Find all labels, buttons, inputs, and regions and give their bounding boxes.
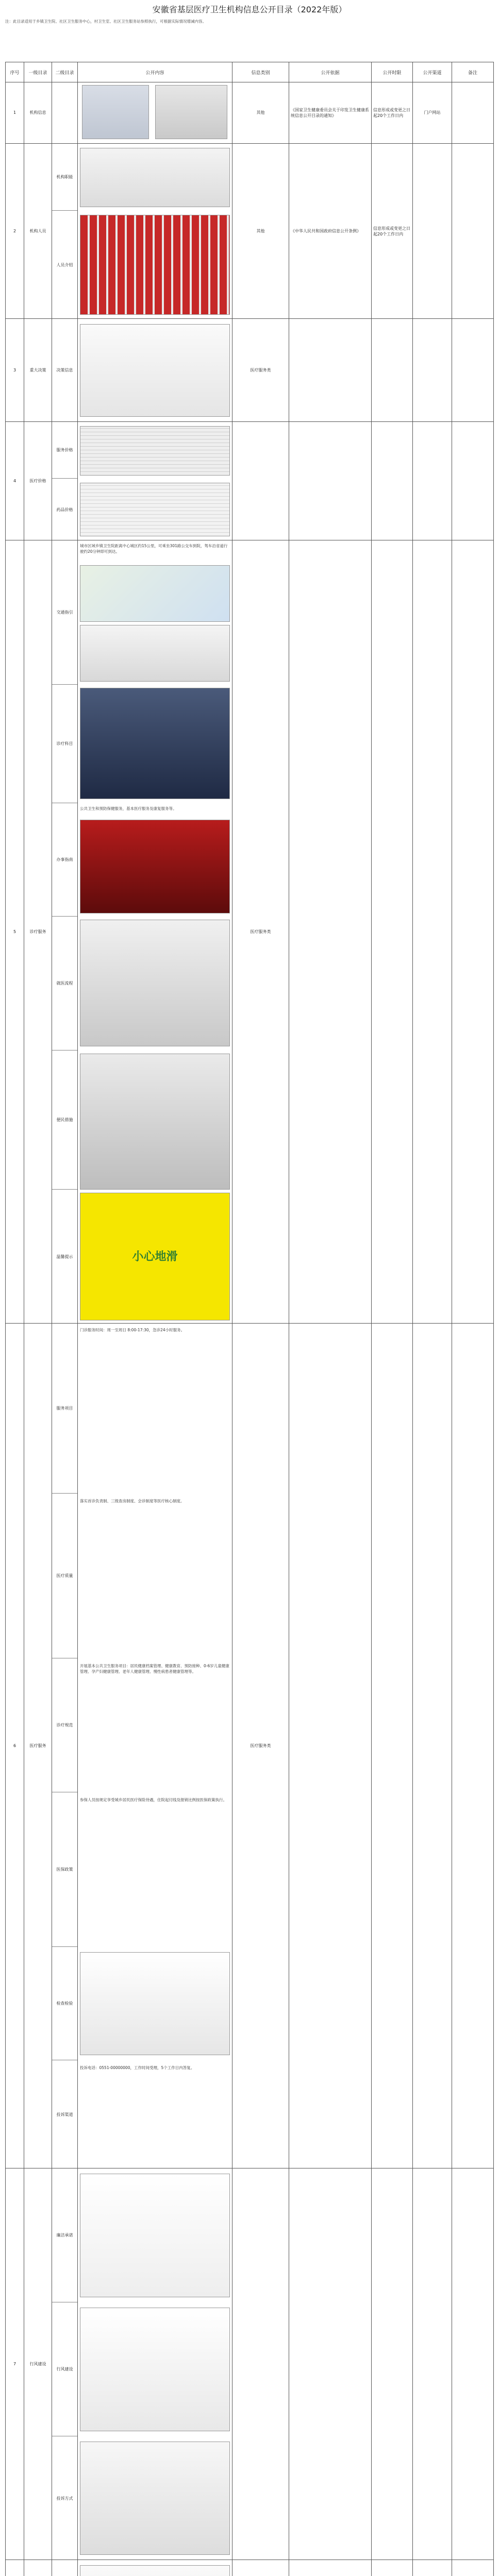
col-basis: 公开依据 bbox=[289, 62, 372, 82]
col-remark: 备注 bbox=[468, 70, 477, 76]
map bbox=[80, 565, 230, 622]
table-row: 7 行风建设 廉洁承诺 行风建设 投诉方式 bbox=[6, 2168, 493, 2560]
photo bbox=[80, 2174, 230, 2297]
photo bbox=[155, 85, 227, 139]
table-header bbox=[6, 62, 493, 82]
disclosure-table bbox=[5, 62, 494, 2576]
photo bbox=[80, 1952, 230, 2055]
photo bbox=[80, 920, 230, 1046]
photo bbox=[80, 688, 230, 799]
photo bbox=[80, 483, 230, 536]
table-row: 4 医疗价格 服务价格 药品价格 bbox=[6, 422, 493, 540]
col-l2: 二级目录 bbox=[52, 62, 78, 82]
photo bbox=[80, 426, 230, 476]
col-content: 公开内容 bbox=[78, 62, 232, 82]
photo bbox=[80, 2308, 230, 2431]
photo bbox=[82, 85, 149, 139]
photo bbox=[80, 820, 230, 913]
col-limit: 公开时限 bbox=[372, 62, 413, 82]
page-title: 安徽省基层医疗卫生机构信息公开目录（2022年版） bbox=[152, 5, 347, 14]
table-row: 6 医疗服务 服务项目 医疗质量 诊疗规范 医保政策 检查检验 投诉渠道 门诊服务时间：周一至周日 8:00-17:30，急诊24小时服务。 落实首诊负责制、三级查房制度、会诊制度等医疗核心制度。 开展基本公共卫生服务项目：居民健康档案管理、健康教育、预防接种、0-6岁儿童健康管理、孕产妇健康管理、老年人健康管理、慢性病患者健康管理等。 参保人员按规定享受城乡居民医疗保险待遇，住院起付线及报销比例按医保政策执行。 投诉电话：0551-00000000，工作时间受理，5个工作日内答复。 医疗服务类 bbox=[6, 1324, 493, 2168]
col-l1: 一级目录 bbox=[24, 62, 52, 82]
photo bbox=[80, 324, 230, 417]
table-row bbox=[6, 2560, 493, 2576]
photo bbox=[80, 148, 230, 207]
col-channel: 公开渠道 bbox=[413, 62, 452, 82]
photo bbox=[80, 2565, 230, 2576]
table-row: 1 机构信息 其他 《国家卫生健康委员会关于印发卫生健康系统信息公开目录的通知》 信息形成或变更之日起20个工作日内 门户网站 bbox=[6, 82, 493, 144]
photo bbox=[80, 2442, 230, 2555]
photo bbox=[80, 215, 230, 315]
table-row: 3 重大决策 决策信息 医疗服务类 bbox=[6, 319, 493, 422]
table-row: 2 机构人员 机构职能 人员介绍 其他 《中华人民共和国政府信息公开条例》 信息形成或变更之日起20个工作日内 bbox=[6, 144, 493, 319]
table-row: 5 诊疗服务 交通指引 诊疗科目 办事指南 就医流程 便民措施 温馨提示 城市区域乡镇卫生院距离中心城区约15公里，可乘坐301路公交车到院，驾车沿省道行驶约20分钟即可到达。 公共卫生和预防保健服务，基本医疗服务及康复服务等。 小心地滑 医疗服务类 bbox=[6, 540, 493, 1324]
col-no: 序号 bbox=[6, 62, 24, 82]
header-note: 注：此目录适用于乡镇卫生院、社区卫生服务中心，村卫生室、社区卫生服务站参照执行，可根据实际情况增减内容。 bbox=[5, 19, 206, 24]
photo: 小心地滑 bbox=[80, 1193, 230, 1320]
map bbox=[80, 625, 230, 682]
photo bbox=[80, 1054, 230, 1190]
col-category: 信息类别 bbox=[232, 62, 289, 82]
